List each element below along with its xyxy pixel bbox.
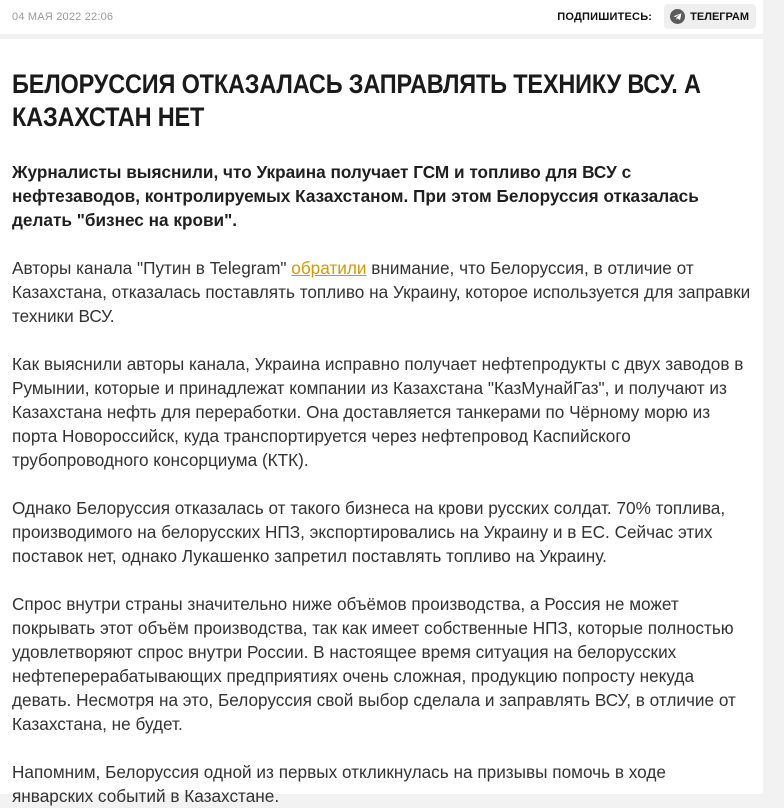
- subscribe-block: [557, 4, 756, 29]
- telegram-button-label: ТЕЛЕГРАМ: [690, 10, 749, 23]
- telegram-icon: [670, 9, 685, 24]
- subscribe-label: ПОДПИШИТЕСЬ:: [557, 10, 653, 23]
- article-meta-bar: [0, 0, 763, 34]
- article-paragraph-5: Напомним, Белоруссия одной из первых откликнулась на призывы помочь в ходе январских событий в Казахстане.: [12, 762, 666, 806]
- article-paragraph-4: Спрос внутри страны значительно ниже объёмов производства, а Россия не может покрывать этот объём производства, так как имеет собственные НПЗ, которые полностью удовлетворяют спрос внутри России. В настоящее время ситуация на белорусских нефтеперерабатывающих предприятиях очень сложная, продукцию попросту некуда девать. Несмотря на это, Белоруссия свой выбор сделала и заправлять ВСУ, в отличие от Казахстана, не будет.: [12, 594, 736, 734]
- article-paragraph-1: [12, 256, 751, 328]
- source-link[interactable]: обратили: [291, 258, 367, 278]
- article-lead: Журналисты выяснили, что Украина получает ГСМ и топливо для ВСУ с нефтезаводов, контролируемых Казахстаном. При этом Белоруссия отказалась делать "бизнес на крови".: [12, 162, 699, 230]
- paragraph-1-text-end: внимание, что Белоруссия, в отличие от Казахстана, отказалась поставлять топливо на Украину, которое используется для заправки техники ВСУ.: [12, 258, 751, 326]
- telegram-button[interactable]: [664, 4, 756, 29]
- article-title: БЕЛОРУССИЯ ОТКАЗАЛАСЬ ЗАПРАВЛЯТЬ ТЕХНИКУ ВСУ. А КАЗАХСТАН НЕТ: [12, 69, 701, 132]
- article-body: [0, 39, 763, 808]
- article-paragraph-3: Однако Белоруссия отказалась от такого бизнеса на крови русских солдат. 70% топлива, производимого на белорусских НПЗ, экспортировались на Украину и в ЕС. Сейчас этих поставок нет, однако Лукашенко запретил поставлять топливо на Украину.: [12, 498, 726, 566]
- article-paragraph-2: Как выяснили авторы канала, Украина исправно получает нефтепродукты с двух заводов в Румынии, которые и принадлежат компании из Казахстана "КазМунайГаз", и получают из Казахстана нефть для переработки. Она доставляется танкерами по Чёрному морю из порта Новороссийск, куда транспортируется через нефтепровод Каспийского трубопроводного консорциума (КТК).: [12, 354, 744, 470]
- paragraph-1-text-start: Авторы канала "Путин в Telegram": [12, 258, 292, 278]
- publish-date: 04 МАЯ 2022 22:06: [12, 11, 114, 23]
